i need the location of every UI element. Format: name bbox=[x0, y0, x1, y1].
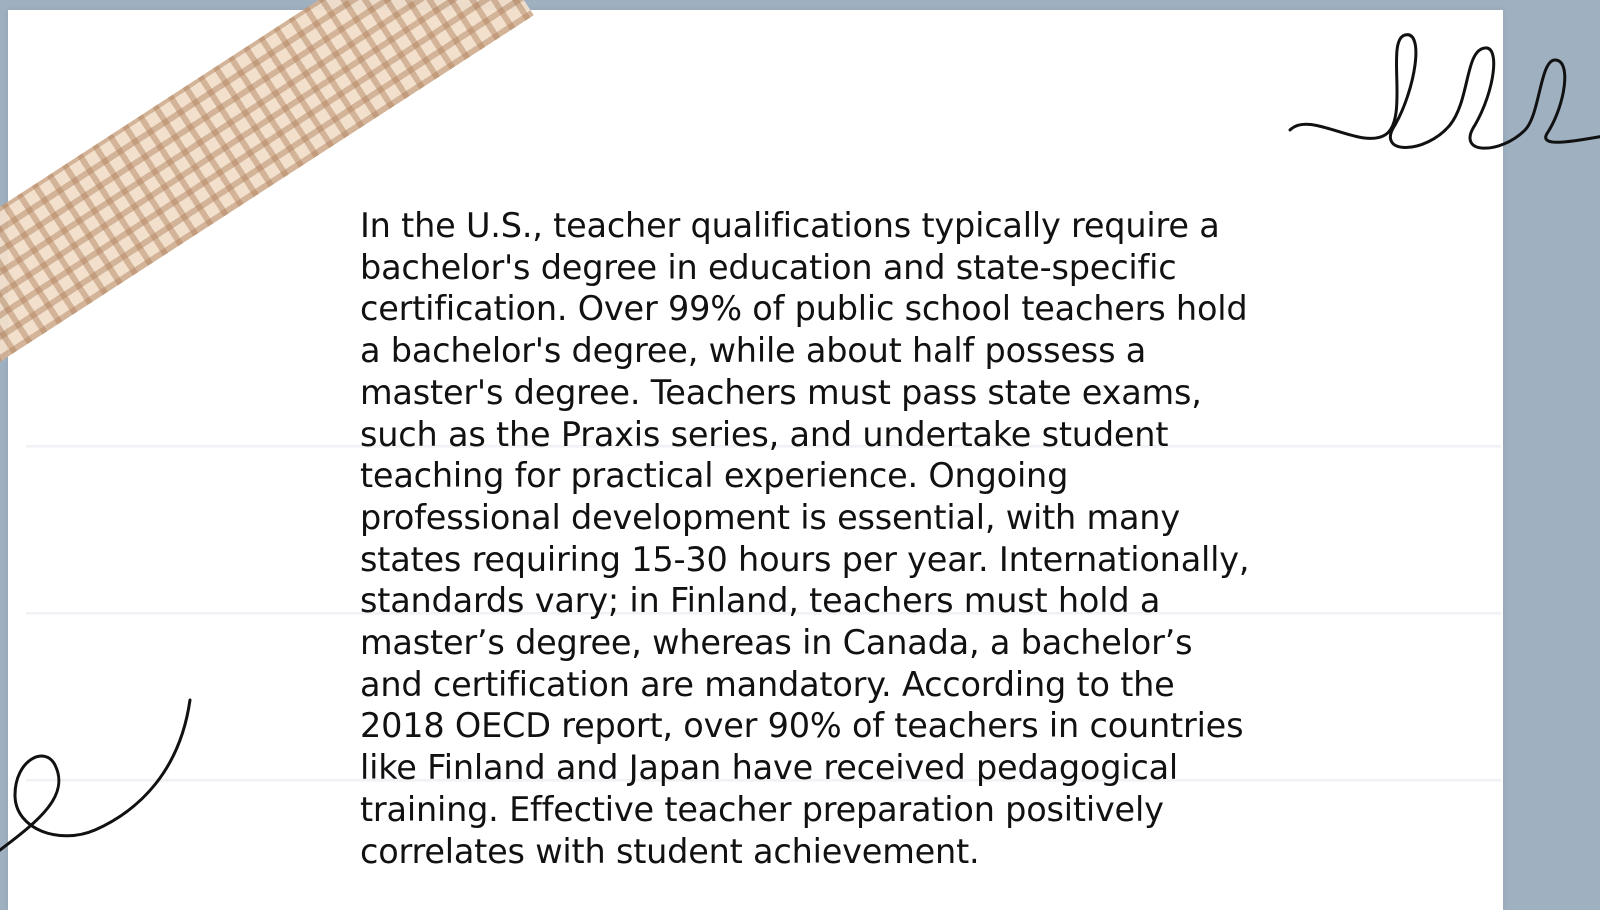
swirl-scribble-icon bbox=[0, 700, 200, 860]
loop-scribble-icon bbox=[1290, 30, 1600, 180]
body-paragraph: In the U.S., teacher qualifications typically require a bachelor's degree in education and state-specific certification. Over 99% of public school teachers hold a bachelor's degree, while about half possess a master's degree. Teachers must pass state exams, such as the Praxis series, and undertake student teaching for practical experience. Ongoing professional development is essential, with many states requiring 15-30 hours per year. Internationally, standards vary; in Finland, teachers must hold a master’s degree, whereas in Canada, a bachelor’s and certification are mandatory. According to the 2018 OECD report, over 90% of teachers in countries like Finland and Japan have received pedagogical training. Effective teacher preparation positively correlates with student achievement. bbox=[360, 206, 1250, 871]
